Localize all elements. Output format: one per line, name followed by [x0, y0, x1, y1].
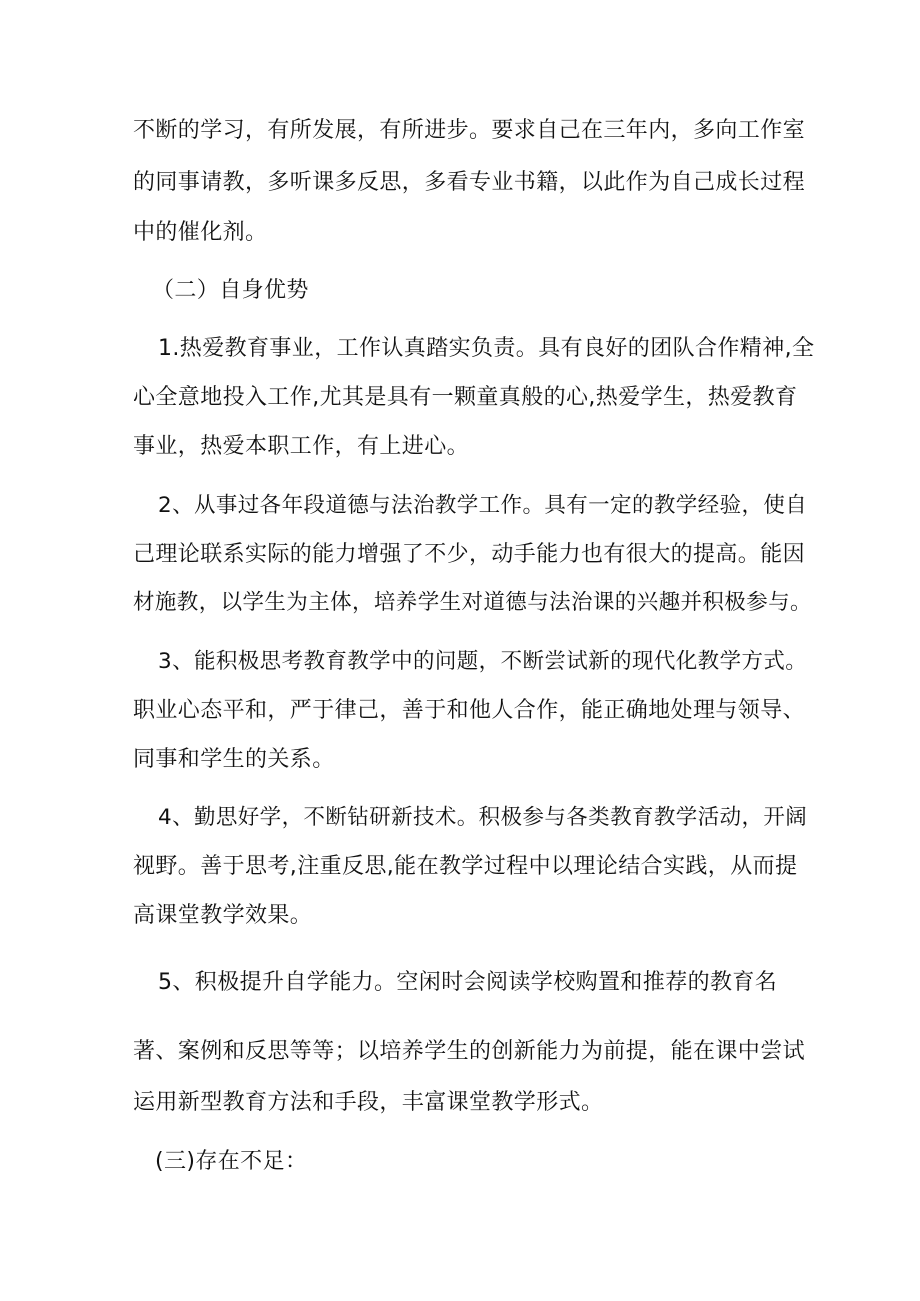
paragraph-line: 1.热爱教育事业，工作认真踏实负责。具有良好的团队合作精神,全 [158, 336, 815, 361]
paragraph-line: 3、能积极思考教育教学中的问题，不断尝试新的现代化教学方式。 [158, 649, 808, 674]
paragraph-line: 运用新型教育方法和手段，丰富课堂教学形式。 [133, 1090, 604, 1115]
paragraph-line: 职业心态平和，严于律己，善于和他人合作，能正确地处理与领导、 [133, 698, 806, 723]
paragraph-line: 同事和学生的关系。 [133, 747, 335, 772]
paragraph-line: 2、从事过各年段道德与法治教学工作。具有一定的教学经验，使自 [158, 493, 808, 518]
section-heading: （二）自身优势 [152, 278, 309, 303]
paragraph-line: 的同事请教，多听课多反思，多看专业书籍，以此作为自己成长过程 [133, 170, 806, 195]
paragraph-line: 己理论联系实际的能力增强了不少，动手能力也有很大的提高。能因 [133, 542, 806, 567]
paragraph-line: 视野。善于思考,注重反思,能在教学过程中以理论结合实践，从而提 [133, 854, 798, 879]
paragraph-line: 事业，热爱本职工作，有上进心。 [133, 434, 470, 459]
paragraph-line: 4、勤思好学，不断钻研新技术。积极参与各类教育教学活动，开阔 [158, 805, 808, 830]
paragraph-line: 高课堂教学效果。 [133, 903, 313, 928]
paragraph-line: 5、积极提升自学能力。空闲时会阅读学校购置和推荐的教育名 [158, 970, 778, 995]
paragraph-line: 中的催化剂。 [133, 220, 268, 245]
paragraph-line: 材施教，以学生为主体，培养学生对道德与法治课的兴趣并积极参与。 [133, 590, 812, 615]
paragraph-line: 心全意地投入工作,尤其是具有一颗童真般的心,热爱学生，热爱教育 [133, 385, 798, 410]
section-heading: (三)存在不足： [155, 1149, 308, 1174]
paragraph-line: 著、案例和反思等等；以培养学生的创新能力为前提，能在课中尝试 [133, 1039, 806, 1064]
paragraph-line: 不断的学习，有所发展，有所进步。要求自己在三年内，多向工作室 [133, 118, 806, 143]
